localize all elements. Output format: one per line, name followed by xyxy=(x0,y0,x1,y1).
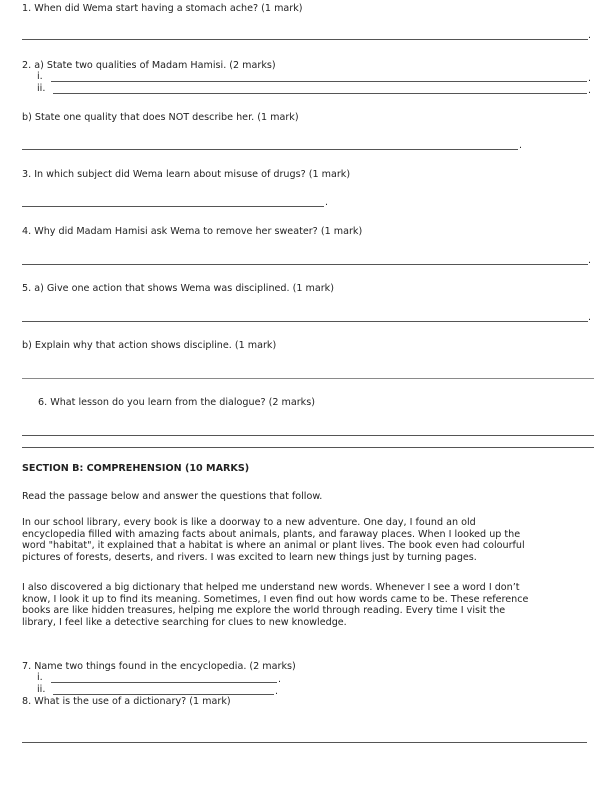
period-mark: . xyxy=(588,30,592,41)
period-mark: . xyxy=(588,312,592,323)
question-6: 6. What lesson do you learn from the dialogue? (2 marks) xyxy=(38,397,315,408)
answer-line-q6-2[interactable] xyxy=(22,447,594,448)
question-1: 1. When did Wema start having a stomach ache? (1 mark) xyxy=(22,3,303,14)
answer-line-q3[interactable] xyxy=(22,206,324,207)
question-4: 4. Why did Madam Hamisi ask Wema to remove her sweater? (1 mark) xyxy=(22,226,363,237)
passage-line: books are like hidden treasures, helping me explore the world through reading. Every time I visit the xyxy=(22,605,506,617)
period-mark: . xyxy=(278,674,282,685)
period-mark: . xyxy=(519,140,523,151)
period-mark: . xyxy=(325,197,329,208)
answer-line-q7-i[interactable] xyxy=(51,682,277,683)
answer-line-q7-ii[interactable] xyxy=(53,694,274,695)
answer-line-q6-1[interactable] xyxy=(22,435,594,436)
answer-line-q1[interactable] xyxy=(22,39,588,40)
passage-line: know, I look it up to find its meaning. Sometimes, I even find out how words came to be. These reference xyxy=(22,593,529,605)
question-5b: b) Explain why that action shows discipline. (1 mark) xyxy=(22,340,277,351)
answer-line-q4[interactable] xyxy=(22,264,588,265)
passage-line: word "habitat", it explained that a habitat is where an animal or plant lives. The book even had colourful xyxy=(22,540,525,552)
passage-line: In our school library, every book is like a doorway to a new adventure. One day, I found an old xyxy=(22,517,476,528)
answer-line-q2b[interactable] xyxy=(22,149,518,150)
passage-paragraph-2 xyxy=(22,582,594,628)
answer-line-q8[interactable] xyxy=(22,742,587,743)
passage-line: library, I feel like a detective searching for clues to new knowledge. xyxy=(22,616,347,628)
question-3: 3. In which subject did Wema learn about misuse of drugs? (1 mark) xyxy=(22,169,351,180)
answer-line-q5a[interactable] xyxy=(22,321,588,322)
passage-line: I also discovered a big dictionary that helped me understand new words. Whenever I see a word I don’t xyxy=(22,582,520,593)
period-mark: . xyxy=(588,255,592,266)
item-label-i: i. xyxy=(37,71,43,82)
item-label-i: i. xyxy=(37,672,43,683)
question-2a: 2. a) State two qualities of Madam Hamisi. (2 marks) xyxy=(22,60,276,71)
question-7: 7. Name two things found in the encyclopedia. (2 marks) xyxy=(22,661,296,672)
passage-line: pictures of forests, deserts, and rivers. I was excited to learn new things just by turning pages. xyxy=(22,551,477,563)
period-mark: . xyxy=(588,73,592,84)
answer-line-q2a-i[interactable] xyxy=(51,81,587,82)
period-mark: . xyxy=(275,686,279,697)
question-8: 8. What is the use of a dictionary? (1 mark) xyxy=(22,696,231,707)
answer-line-q5b[interactable] xyxy=(22,378,594,379)
item-label-ii: ii. xyxy=(37,684,46,695)
answer-line-q2a-ii[interactable] xyxy=(53,93,587,94)
question-2b: b) State one quality that does NOT describe her. (1 mark) xyxy=(22,112,299,123)
section-b-heading: SECTION B: COMPREHENSION (10 MARKS) xyxy=(22,463,250,474)
passage-line: encyclopedia filled with amazing facts about animals, plants, and faraway places. When I looked up the xyxy=(22,528,521,540)
question-5a: 5. a) Give one action that shows Wema was disciplined. (1 mark) xyxy=(22,283,334,294)
section-b-instruction: Read the passage below and answer the questions that follow. xyxy=(22,491,323,502)
item-label-ii: ii. xyxy=(37,83,46,94)
passage-paragraph-1 xyxy=(22,517,594,563)
period-mark: . xyxy=(588,85,592,96)
